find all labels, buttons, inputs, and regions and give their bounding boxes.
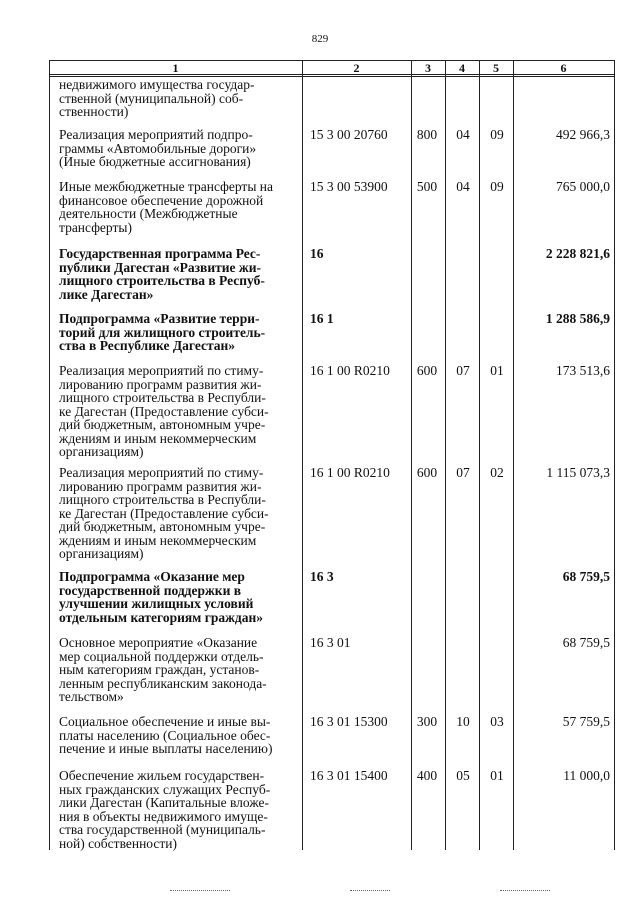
scan-mark [170,890,230,892]
table-row-name: Государственная программа Рес- публики Дагестан «Развитие жи- лищного строительства в Респуб- лике Дагестан» [59,246,265,302]
table-row-amount: 57 759,5 [562,714,610,729]
column-header-5: 5 [493,61,499,75]
table-row-name: Основное мероприятие «Оказание мер социальной поддержки отдель- ным категориям граждан, установ- ленным республиканским законода- тельством» [59,635,267,704]
table-row-subsection: 09 [490,179,504,194]
table-row-amount: 492 966,3 [556,127,610,142]
table-row-name: недвижимого имущества государ- ственной (муниципальной) соб- ственности) [59,77,255,119]
table-row-amount: 1 288 586,9 [545,311,610,326]
column-divider [513,60,514,850]
table-row-expense-type: 500 [416,179,438,194]
column-header-4: 4 [459,61,465,75]
table-row-name: Реализация мероприятий подпро- граммы «Автомобильные дороги» (Иные бюджетные ассигнования) [59,127,257,169]
column-divider [445,60,446,850]
table-row-amount: 765 000,0 [556,179,610,194]
table-row-section: 07 [456,363,470,378]
page-number: 829 [311,33,329,45]
table-row-code: 16 3 01 15400 [310,768,388,783]
table-row-code: 15 3 00 53900 [310,179,388,194]
table-row-name: Подпрограмма «Развитие терри- торий для жилищного строитель- ства в Республике Дагестан» [59,311,266,353]
table-row-amount: 11 000,0 [563,768,610,783]
table-row-expense-type: 800 [416,127,438,142]
table-row-subsection: 02 [490,465,504,480]
table-row-subsection: 01 [490,768,504,783]
table-row-code: 16 [310,246,324,261]
scan-mark [500,890,550,892]
column-header-6: 6 [560,61,567,75]
table-row-amount: 1 115 073,3 [546,465,610,480]
table-row-code: 16 1 00 R0210 [310,465,390,480]
column-divider [411,60,412,850]
table-row-code: 16 1 [310,311,334,326]
table-row-section: 10 [456,714,470,729]
table-border-left [49,60,50,850]
table-row-code: 16 3 01 15300 [310,714,388,729]
table-row-code: 16 1 00 R0210 [310,363,390,378]
table-row-expense-type: 600 [416,465,438,480]
table-row-name: Социальное обеспечение и иные вы- платы населению (Социальное обес- печение и иные выплаты населению) [59,714,273,756]
table-row-code: 15 3 00 20760 [310,127,388,142]
table-row-code: 16 3 01 [310,635,351,650]
table-row-amount: 68 759,5 [562,569,610,584]
table-row-name: Реализация мероприятий по стиму- лированию программ развития жи- лищного строительства в Республи- ке Дагестан (Предоставление субси- дий бюджетным, автономным учре- ждениям и иным некоммерческим организациям) [59,465,269,561]
scan-mark [350,890,390,892]
table-row-name: Иные межбюджетные трансферты на финансовое обеспечение дорожной деятельности (Межбюджетные трансферты) [59,179,273,235]
table-row-amount: 68 759,5 [562,635,610,650]
table-row-section: 04 [456,179,470,194]
column-divider [479,60,480,850]
table-row-name: Реализация мероприятий по стиму- лированию программ развития жи- лищного строительства в Республи- ке Дагестан (Предоставление субси- дий бюджетным, автономным учре- ждениям и иным некоммерческим организациям) [59,363,269,459]
table-row-section: 07 [456,465,470,480]
table-row-expense-type: 300 [416,714,438,729]
column-header-1: 1 [172,61,179,75]
table-row-code: 16 3 [310,569,334,584]
table-border-right [614,60,615,850]
column-header-2: 2 [353,61,360,75]
table-row-section: 04 [456,127,470,142]
table-row-name: Обеспечение жильем государствен- ных гражданских служащих Респуб- лики Дагестан (Капитальные вложе- ния в объекты недвижимого имуще- ства государственной (муниципаль- ной) собственности) [59,768,271,851]
table-row-amount: 2 228 821,6 [545,246,610,261]
table-row-name: Подпрограмма «Оказание мер государственной поддержки в улучшении жилищных условий отдельным категориям граждан» [59,569,264,625]
table-row-expense-type: 400 [416,768,438,783]
table-row-expense-type: 600 [416,363,438,378]
column-header-3: 3 [425,61,431,75]
table-row-section: 05 [456,768,470,783]
table-row-subsection: 03 [490,714,504,729]
table-row-subsection: 01 [490,363,504,378]
table-row-amount: 173 513,6 [556,363,610,378]
budget-table [49,60,615,850]
table-row-subsection: 09 [490,127,504,142]
